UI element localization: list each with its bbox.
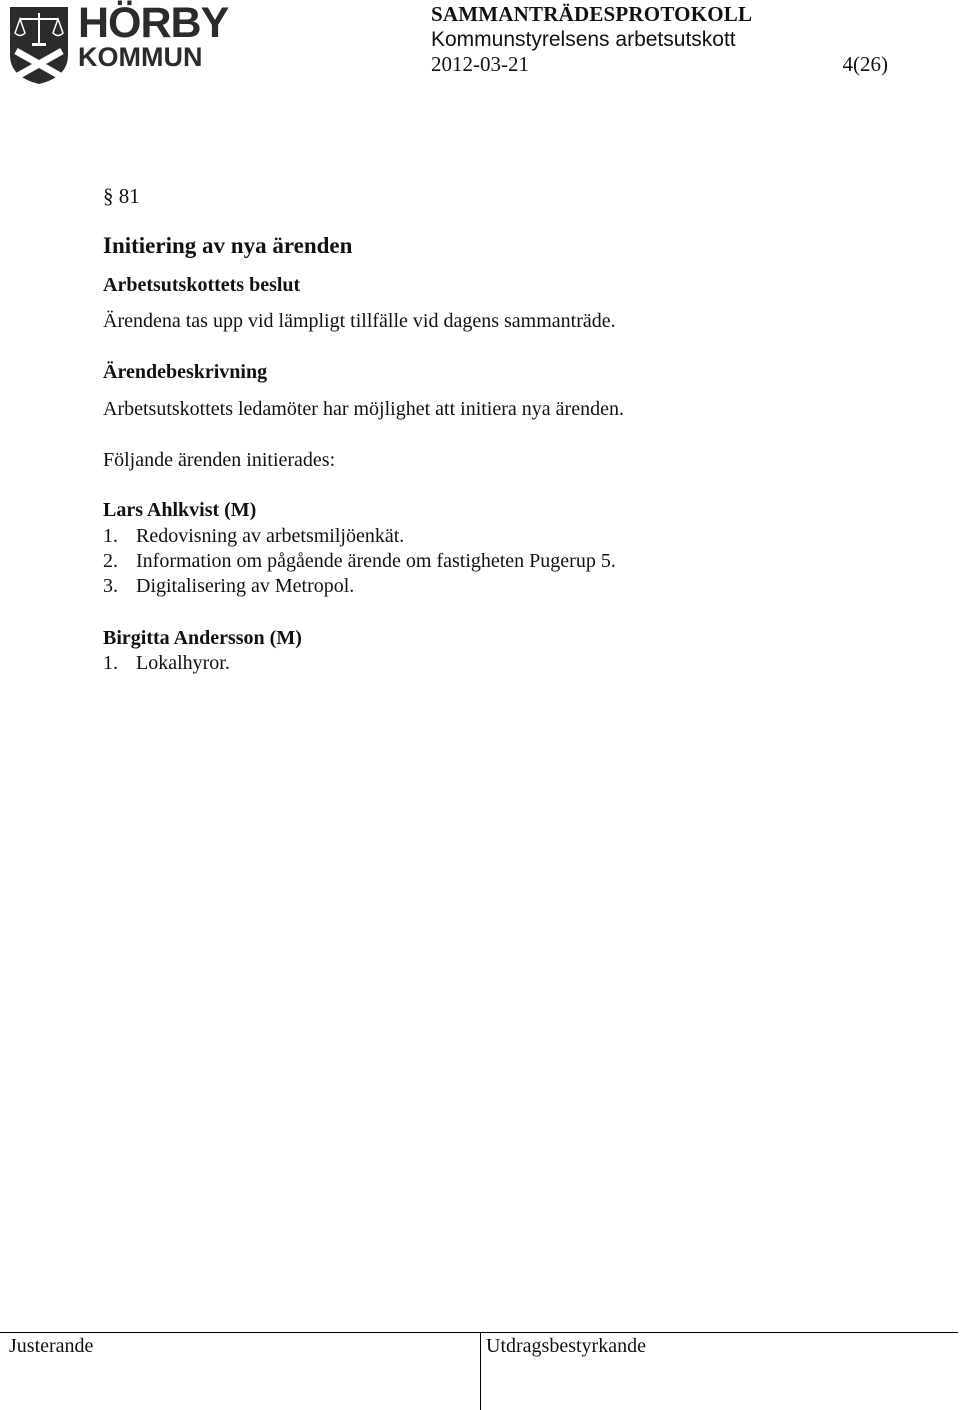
meeting-date: 2012-03-21: [431, 52, 529, 76]
list-item: [103, 575, 354, 598]
logo-wordmark-bottom: KOMMUN: [78, 42, 203, 72]
list-item: [103, 525, 404, 548]
footer-divider: [0, 1332, 958, 1333]
list-item: [103, 550, 616, 573]
member-name: Lars Ahlkvist (M): [103, 499, 257, 521]
footer-adjuster-label: Justerande: [9, 1335, 94, 1357]
decision-heading: Arbetsutskottets beslut: [103, 274, 301, 296]
committee-name: Kommunstyrelsens arbetsutskott: [431, 28, 736, 51]
list-item-text: Lokalhyror.: [136, 652, 230, 674]
list-item-text: Redovisning av arbetsmiljöenkät.: [136, 525, 405, 547]
list-item-text: Digitalisering av Metropol.: [136, 575, 355, 597]
intro-text: Följande ärenden initierades:: [103, 449, 336, 471]
list-item-number: 1.: [103, 652, 118, 674]
document-title: SAMMANTRÄDESPROTOKOLL: [431, 2, 753, 26]
section-heading: Initiering av nya ärenden: [103, 233, 353, 258]
footer-certification-label: Utdragsbestyrkande: [486, 1335, 646, 1357]
horby-kommun-logo: [8, 0, 229, 85]
description-heading: Ärendebeskrivning: [103, 361, 268, 383]
description-text: Arbetsutskottets ledamöter har möjlighet att initiera nya ärenden.: [103, 398, 624, 420]
list-item: [103, 652, 230, 675]
page-number: 4(26): [842, 52, 888, 76]
decision-text: Ärendena tas upp vid lämpligt tillfälle vid dagens sammanträde.: [103, 310, 616, 332]
member-name: Birgitta Andersson (M): [103, 627, 302, 649]
municipal-shield-icon: [8, 5, 70, 85]
footer-column-divider: [480, 1332, 481, 1410]
list-item-text: Information om pågående ärende om fastigheten Pugerup 5.: [136, 550, 616, 572]
list-item-number: 1.: [103, 525, 118, 547]
list-item-number: 3.: [103, 575, 118, 597]
logo-wordmark-top: HÖRBY: [78, 0, 229, 47]
paragraph-number: § 81: [103, 184, 140, 208]
list-item-number: 2.: [103, 550, 118, 572]
